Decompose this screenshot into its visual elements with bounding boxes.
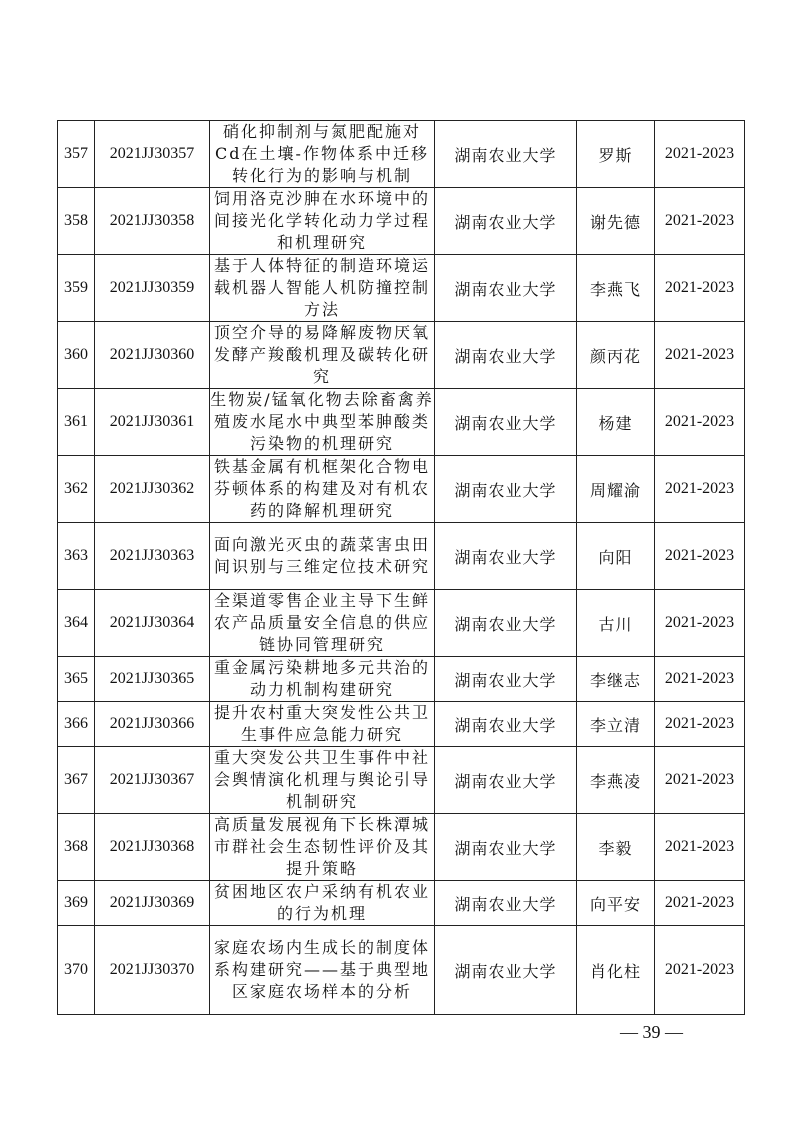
project-period: 2021-2023 <box>655 590 745 657</box>
institution: 湖南农业大学 <box>435 389 577 456</box>
row-number: 364 <box>58 590 95 657</box>
project-title: 贫困地区农户采纳有机农业的行为机理 <box>210 881 435 926</box>
institution: 湖南农业大学 <box>435 523 577 590</box>
table-row <box>58 255 745 322</box>
project-period: 2021-2023 <box>655 523 745 590</box>
project-title: 生物炭/锰氧化物去除畜禽养殖废水尾水中典型苯胂酸类污染物的机理研究 <box>210 389 435 456</box>
institution: 湖南农业大学 <box>435 121 577 188</box>
project-title: 全渠道零售企业主导下生鲜农产品质量安全信息的供应链协同管理研究 <box>210 590 435 657</box>
project-period: 2021-2023 <box>655 881 745 926</box>
institution: 湖南农业大学 <box>435 590 577 657</box>
project-period: 2021-2023 <box>655 456 745 523</box>
project-leader: 肖化柱 <box>577 926 655 1015</box>
project-code: 2021JJ30357 <box>95 121 210 188</box>
project-title: 提升农村重大突发性公共卫生事件应急能力研究 <box>210 702 435 747</box>
project-period: 2021-2023 <box>655 188 745 255</box>
project-code: 2021JJ30366 <box>95 702 210 747</box>
project-title: 顶空介导的易降解废物厌氧发酵产羧酸机理及碳转化研究 <box>210 322 435 389</box>
project-title: 饲用洛克沙胂在水环境中的间接光化学转化动力学过程和机理研究 <box>210 188 435 255</box>
project-period: 2021-2023 <box>655 702 745 747</box>
project-leader: 罗斯 <box>577 121 655 188</box>
institution: 湖南农业大学 <box>435 702 577 747</box>
table-row <box>58 523 745 590</box>
row-number: 362 <box>58 456 95 523</box>
project-period: 2021-2023 <box>655 389 745 456</box>
table-row <box>58 121 745 188</box>
project-period: 2021-2023 <box>655 747 745 814</box>
project-leader: 向平安 <box>577 881 655 926</box>
project-title: 铁基金属有机框架化合物电芬顿体系的构建及对有机农药的降解机理研究 <box>210 456 435 523</box>
project-code: 2021JJ30358 <box>95 188 210 255</box>
institution: 湖南农业大学 <box>435 188 577 255</box>
table-row <box>58 456 745 523</box>
institution: 湖南农业大学 <box>435 657 577 702</box>
row-number: 361 <box>58 389 95 456</box>
project-title: 面向激光灭虫的蔬菜害虫田间识别与三维定位技术研究 <box>210 523 435 590</box>
project-code: 2021JJ30364 <box>95 590 210 657</box>
project-leader: 李燕凌 <box>577 747 655 814</box>
row-number: 357 <box>58 121 95 188</box>
project-leader: 李毅 <box>577 814 655 881</box>
institution: 湖南农业大学 <box>435 814 577 881</box>
institution: 湖南农业大学 <box>435 456 577 523</box>
project-code: 2021JJ30362 <box>95 456 210 523</box>
table-row <box>58 881 745 926</box>
project-table <box>57 120 745 1015</box>
project-title: 重大突发公共卫生事件中社会舆情演化机理与舆论引导机制研究 <box>210 747 435 814</box>
project-code: 2021JJ30367 <box>95 747 210 814</box>
page-number: — 39 — <box>620 1022 683 1042</box>
project-code: 2021JJ30365 <box>95 657 210 702</box>
project-title: 重金属污染耕地多元共治的动力机制构建研究 <box>210 657 435 702</box>
row-number: 365 <box>58 657 95 702</box>
project-code: 2021JJ30363 <box>95 523 210 590</box>
project-period: 2021-2023 <box>655 255 745 322</box>
project-leader: 杨建 <box>577 389 655 456</box>
project-leader: 古川 <box>577 590 655 657</box>
project-code: 2021JJ30361 <box>95 389 210 456</box>
row-number: 360 <box>58 322 95 389</box>
project-period: 2021-2023 <box>655 322 745 389</box>
table-row <box>58 814 745 881</box>
table-row <box>58 747 745 814</box>
table-row <box>58 657 745 702</box>
project-period: 2021-2023 <box>655 121 745 188</box>
project-period: 2021-2023 <box>655 657 745 702</box>
project-title: 家庭农场内生成长的制度体系构建研究——基于典型地区家庭农场样本的分析 <box>210 926 435 1015</box>
table-row <box>58 926 745 1015</box>
table-row <box>58 590 745 657</box>
project-title: 硝化抑制剂与氮肥配施对Cd在土壤-作物体系中迁移转化行为的影响与机制 <box>210 121 435 188</box>
project-period: 2021-2023 <box>655 814 745 881</box>
table-row <box>58 188 745 255</box>
project-leader: 向阳 <box>577 523 655 590</box>
row-number: 359 <box>58 255 95 322</box>
institution: 湖南农业大学 <box>435 255 577 322</box>
table-row <box>58 702 745 747</box>
project-leader: 谢先德 <box>577 188 655 255</box>
row-number: 367 <box>58 747 95 814</box>
row-number: 368 <box>58 814 95 881</box>
row-number: 358 <box>58 188 95 255</box>
institution: 湖南农业大学 <box>435 881 577 926</box>
project-leader: 李燕飞 <box>577 255 655 322</box>
project-code: 2021JJ30370 <box>95 926 210 1015</box>
project-period: 2021-2023 <box>655 926 745 1015</box>
project-code: 2021JJ30360 <box>95 322 210 389</box>
project-leader: 李继志 <box>577 657 655 702</box>
project-leader: 周耀渝 <box>577 456 655 523</box>
institution: 湖南农业大学 <box>435 926 577 1015</box>
row-number: 363 <box>58 523 95 590</box>
row-number: 366 <box>58 702 95 747</box>
project-title: 基于人体特征的制造环境运载机器人智能人机防撞控制方法 <box>210 255 435 322</box>
row-number: 369 <box>58 881 95 926</box>
project-table-body <box>58 121 745 1015</box>
institution: 湖南农业大学 <box>435 747 577 814</box>
project-title: 高质量发展视角下长株潭城市群社会生态韧性评价及其提升策略 <box>210 814 435 881</box>
table-row <box>58 389 745 456</box>
table-row <box>58 322 745 389</box>
row-number: 370 <box>58 926 95 1015</box>
institution: 湖南农业大学 <box>435 322 577 389</box>
project-code: 2021JJ30368 <box>95 814 210 881</box>
project-code: 2021JJ30359 <box>95 255 210 322</box>
project-leader: 颜丙花 <box>577 322 655 389</box>
project-code: 2021JJ30369 <box>95 881 210 926</box>
project-leader: 李立清 <box>577 702 655 747</box>
